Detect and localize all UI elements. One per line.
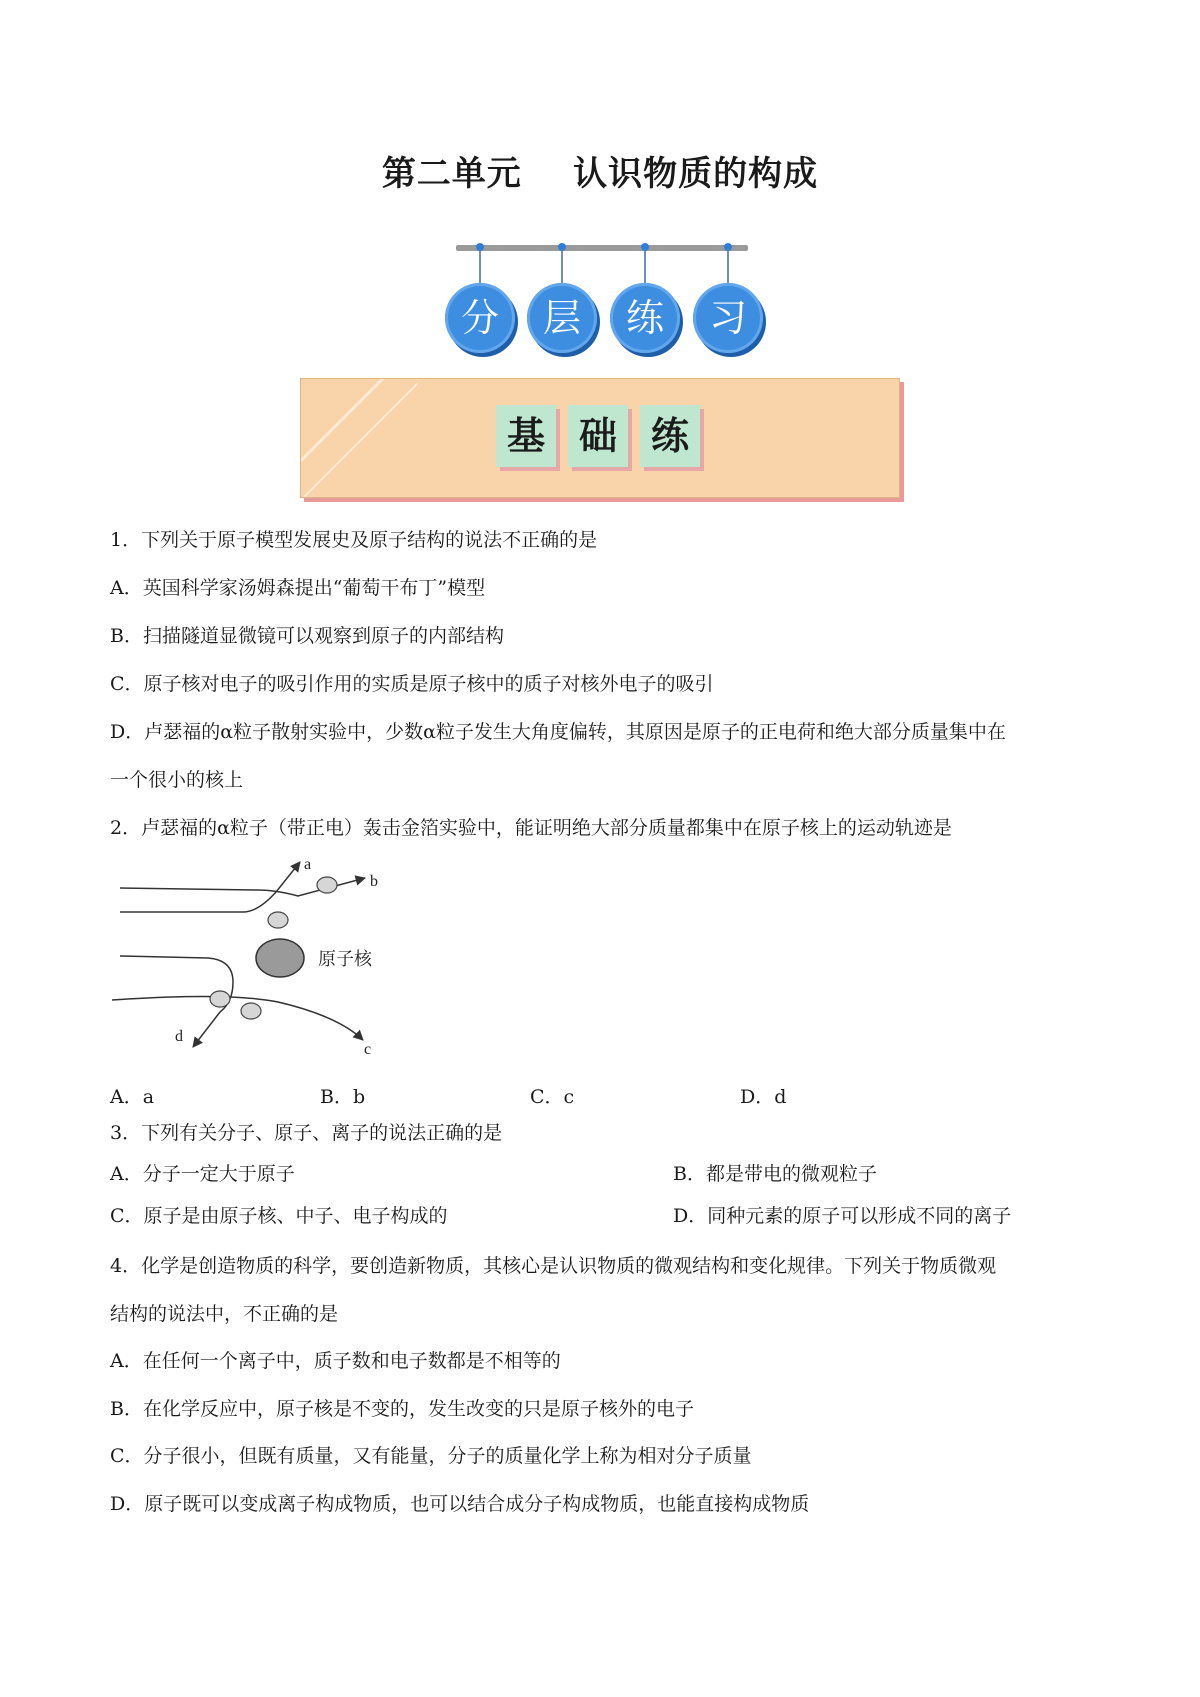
nucleus bbox=[256, 939, 304, 977]
q2-stem: 2．卢瑟福的α粒子（带正电）轰击金箔实验中，能证明绝大部分质量都集中在原子核上的运动轨迹是 bbox=[110, 817, 952, 839]
q2-option-d: D．d bbox=[740, 1086, 787, 1108]
label-d: d bbox=[175, 1028, 183, 1045]
q3-option-d: D．同种元素的原子可以形成不同的离子 bbox=[673, 1205, 1012, 1227]
page-title: 第二单元 认识物质的构成 bbox=[381, 154, 819, 194]
hanging-dot bbox=[476, 243, 484, 251]
q3-option-b: B．都是带电的微观粒子 bbox=[673, 1163, 877, 1185]
alpha-particle bbox=[317, 877, 337, 893]
q3-option-c: C．原子是由原子核、中子、电子构成的 bbox=[110, 1205, 448, 1227]
badge-ceng: 层 bbox=[527, 283, 597, 353]
q4-stem-cont: 结构的说法中，不正确的是 bbox=[110, 1303, 339, 1325]
q4-option-d: D．原子既可以变成离子构成物质，也可以结合成分子构成物质，也能直接构成物质 bbox=[110, 1493, 810, 1515]
path-a-line bbox=[120, 862, 300, 912]
q2-option-c: C．c bbox=[530, 1086, 575, 1108]
q2-option-b: B．b bbox=[320, 1086, 366, 1108]
section-tile-ji: 基 bbox=[496, 405, 556, 467]
section-tile-chu: 础 bbox=[568, 405, 628, 467]
q1-stem: 1．下列关于原子模型发展史及原子结构的说法不正确的是 bbox=[110, 529, 598, 551]
q4-option-c: C．分子很小，但既有质量，又有能量，分子的质量化学上称为相对分子质量 bbox=[110, 1445, 752, 1467]
hanging-string bbox=[644, 248, 646, 286]
alpha-particle bbox=[268, 912, 288, 928]
hanging-string bbox=[727, 248, 729, 286]
hanging-dot bbox=[724, 243, 732, 251]
hanging-string bbox=[479, 248, 481, 286]
alpha-particle bbox=[210, 991, 230, 1007]
label-nucleus: 原子核 bbox=[318, 949, 372, 970]
q1-option-d-cont: 一个很小的核上 bbox=[110, 769, 244, 791]
hanging-bar bbox=[456, 245, 748, 251]
q3-stem: 3．下列有关分子、原子、离子的说法正确的是 bbox=[110, 1122, 503, 1144]
hanging-dot bbox=[641, 243, 649, 251]
q1-option-b: B．扫描隧道显微镜可以观察到原子的内部结构 bbox=[110, 625, 504, 647]
alpha-particle bbox=[241, 1003, 261, 1019]
q2-option-a: A．a bbox=[110, 1086, 155, 1108]
q1-option-c: C．原子核对电子的吸引作用的实质是原子核中的质子对核外电子的吸引 bbox=[110, 673, 714, 695]
q1-option-a: A．英国科学家汤姆森提出“葡萄干布丁”模型 bbox=[110, 577, 486, 599]
section-banner bbox=[300, 378, 900, 498]
q3-option-a: A．分子一定大于原子 bbox=[110, 1163, 295, 1185]
banner-shine bbox=[300, 378, 399, 478]
label-b: b bbox=[370, 873, 378, 890]
alpha-scattering-diagram bbox=[108, 852, 428, 1070]
section-tile-lian: 练 bbox=[640, 405, 700, 467]
badge-lian: 练 bbox=[610, 283, 680, 353]
hanging-dot bbox=[558, 243, 566, 251]
hanging-string bbox=[561, 248, 563, 286]
label-a: a bbox=[304, 856, 312, 873]
q4-stem: 4．化学是创造物质的科学，要创造新物质，其核心是认识物质的微观结构和变化规律。下列关于物质微观 bbox=[110, 1255, 997, 1277]
path-c-line bbox=[112, 996, 363, 1040]
q4-option-a: A．在任何一个离子中，质子数和电子数都是不相等的 bbox=[110, 1350, 561, 1372]
label-c: c bbox=[364, 1041, 372, 1058]
badge-fen: 分 bbox=[445, 283, 515, 353]
badge-xi: 习 bbox=[693, 283, 763, 353]
q4-option-b: B．在化学反应中，原子核是不变的，发生改变的只是原子核外的电子 bbox=[110, 1398, 694, 1420]
q1-option-d: D．卢瑟福的α粒子散射实验中，少数α粒子发生大角度偏转，其原因是原子的正电荷和绝大部分质量集中在 bbox=[110, 721, 1006, 743]
path-d-line bbox=[193, 1012, 220, 1047]
